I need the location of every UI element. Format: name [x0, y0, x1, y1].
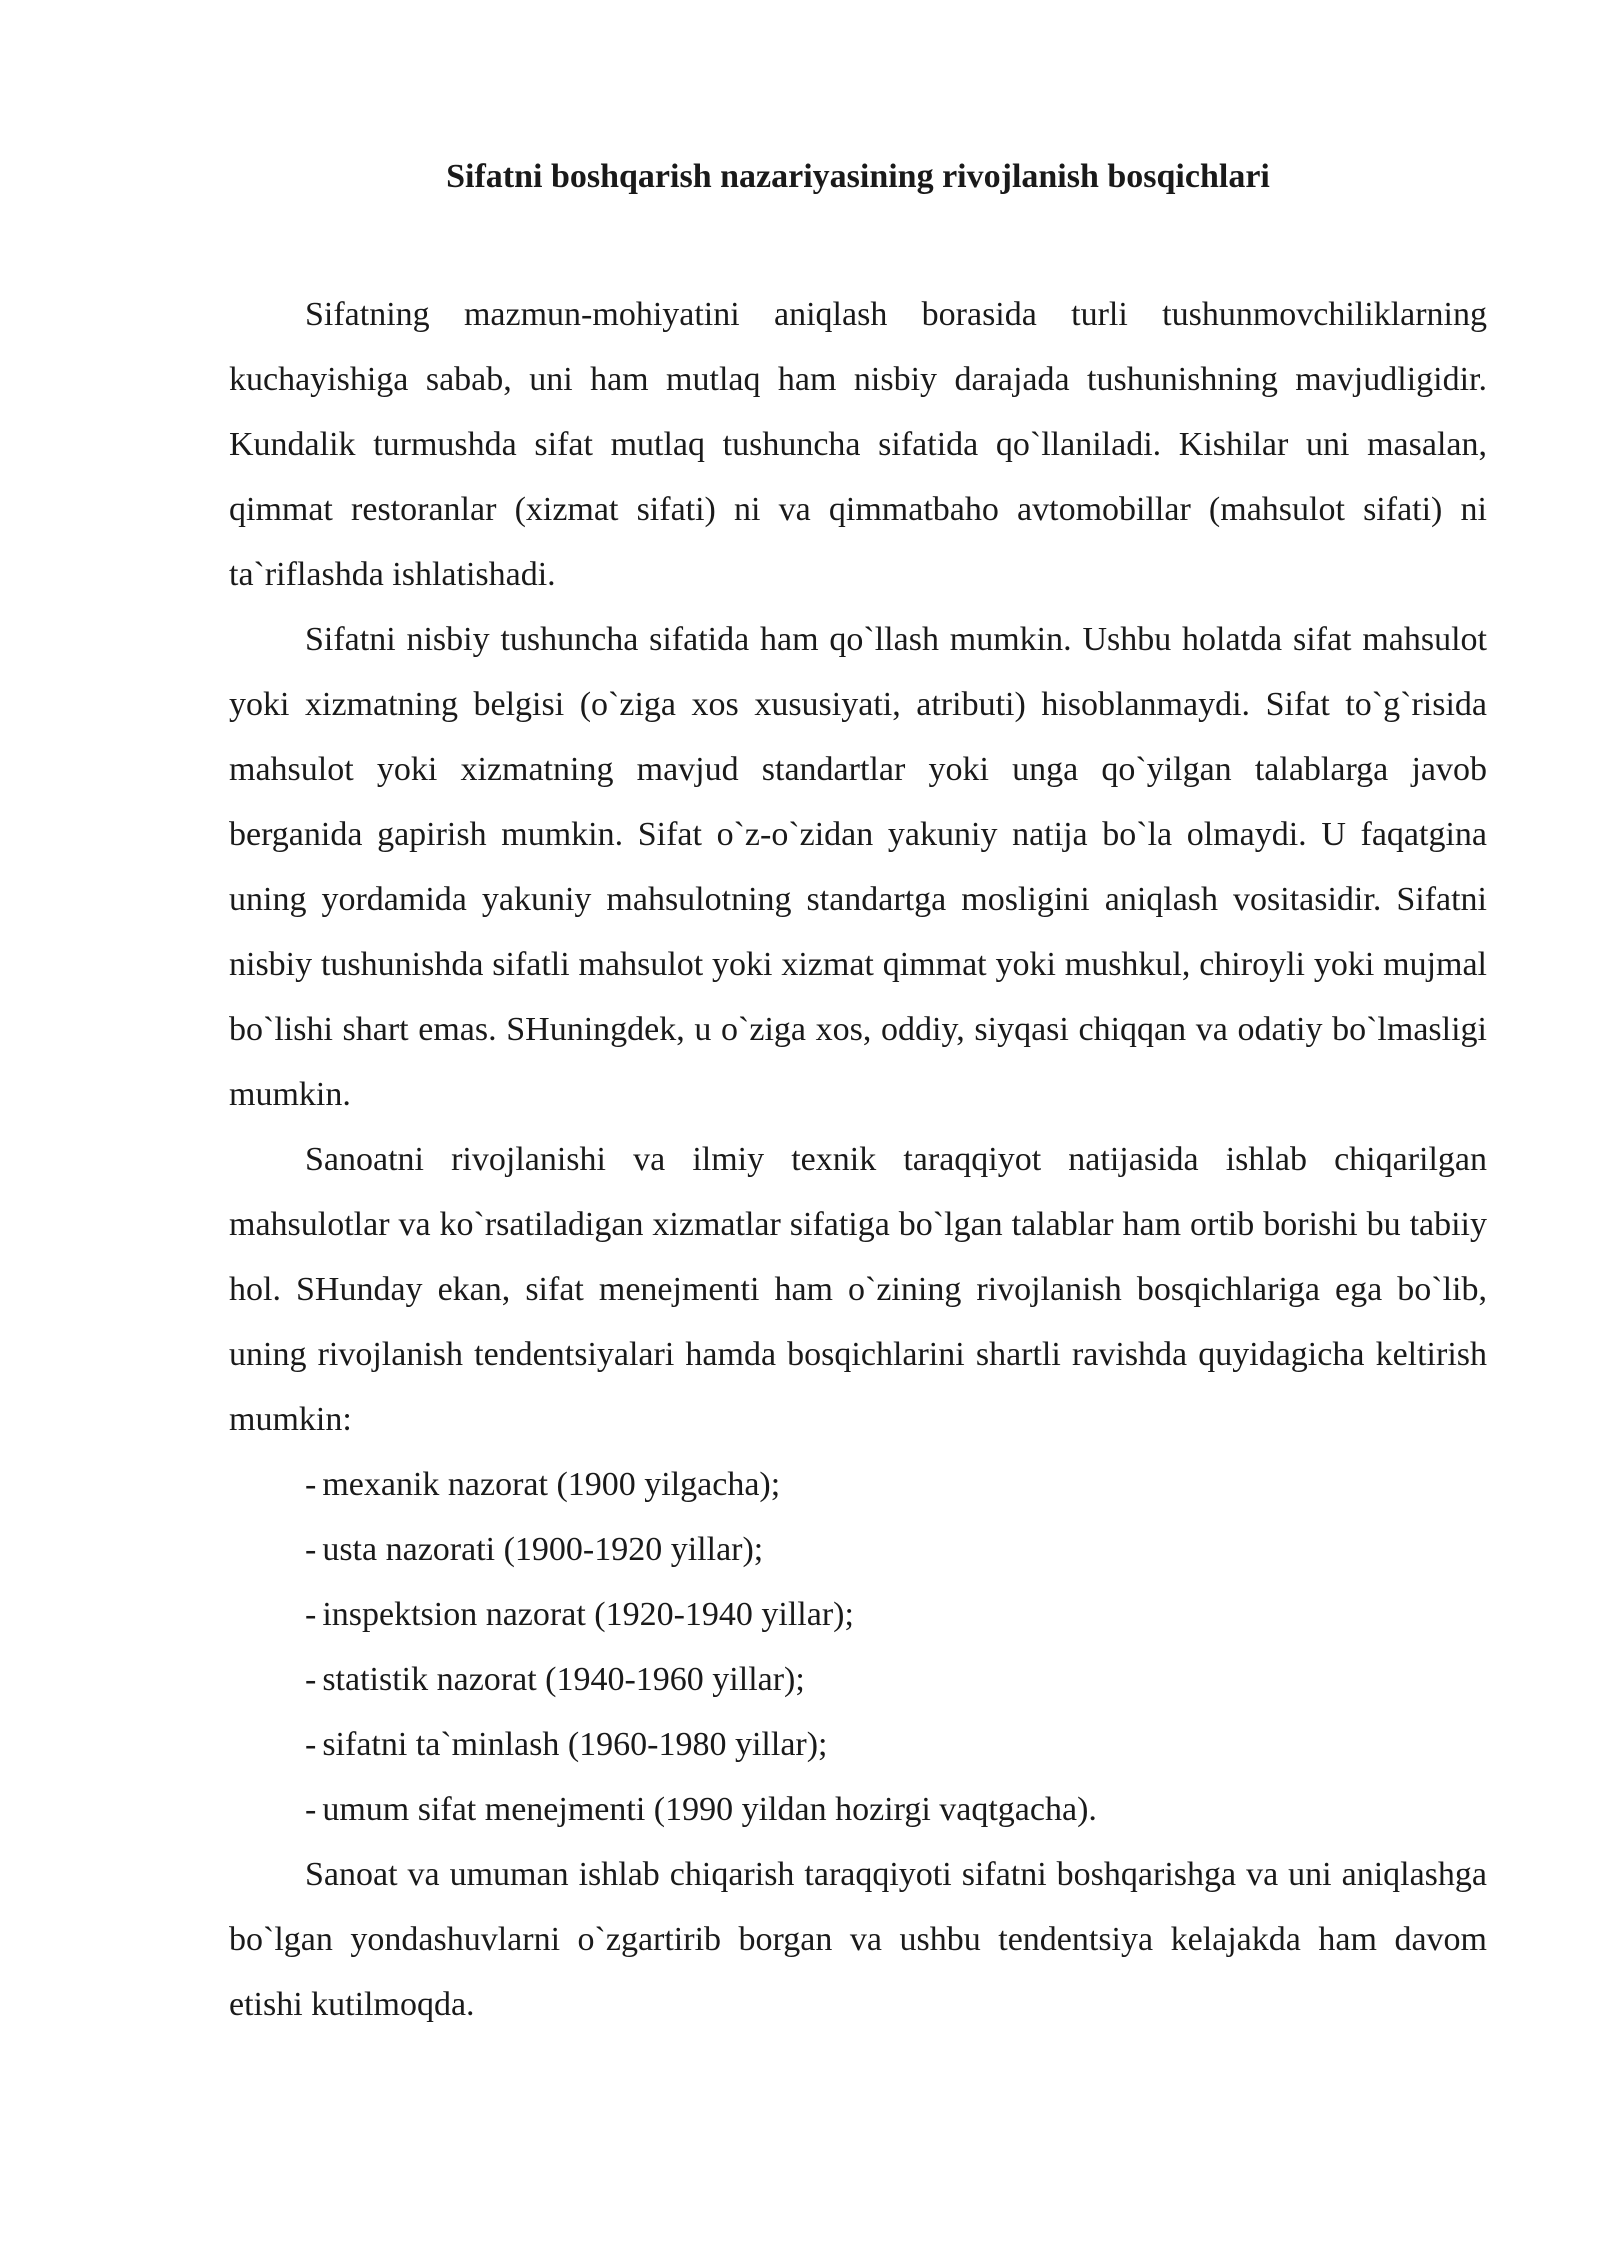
list-item [305, 1517, 1487, 1582]
list-item-text: umum sifat menejmenti (1990 yildan hozirgi vaqtgacha). [322, 1791, 1097, 1828]
list-item [305, 1777, 1487, 1842]
document-title: Sifatni boshqarish nazariyasining rivojlanish bosqichlari [446, 158, 1270, 195]
list-item-text: sifatni ta`minlash (1960-1980 yillar); [322, 1726, 828, 1763]
paragraph-1: Sifatning mazmun-mohiyatini aniqlash borasida turli tushunmovchiliklarning kuchayishiga sabab, uni ham mutlaq ham nisbiy darajada tushunishning mavjudligidir. Kundalik turmushda sifat mutlaq tushuncha sifatida qo`llaniladi. Kishilar uni masalan, qimmat restoranlar (xizmat sifati) ni va qimmatbaho avtomobillar (mahsulot sifati) ni ta`riflashda ishlatishadi. [229, 296, 1487, 593]
list-bullet: - [305, 1726, 317, 1763]
document-body [229, 282, 1487, 2037]
list-item [305, 1452, 1487, 1517]
list-item-text: mexanik nazorat (1900 yilgacha); [322, 1466, 781, 1503]
paragraph-3: Sanoatni rivojlanishi va ilmiy texnik taraqqiyot natijasida ishlab chiqarilgan mahsulotlar va ko`rsatiladigan xizmatlar sifatiga bo`lgan talablar ham ortib borishi bu tabiiy hol. SHunday ekan, sifat menejmenti ham o`zining rivojlanish bosqichlariga ega bo`lib, uning rivojlanish tendentsiyalari hamda bosqichlarini shartli ravishda quyidagicha keltirish mumkin: [229, 1141, 1487, 1438]
list-bullet: - [305, 1661, 317, 1698]
list-bullet: - [305, 1596, 317, 1633]
list-item [305, 1582, 1487, 1647]
list-bullet: - [305, 1791, 317, 1828]
list-item [305, 1712, 1487, 1777]
list-item-text: usta nazorati (1900-1920 yillar); [322, 1531, 764, 1568]
paragraph-2: Sifatni nisbiy tushuncha sifatida ham qo`llash mumkin. Ushbu holatda sifat mahsulot yoki xizmatning belgisi (o`ziga xos xususiyati, atributi) hisoblanmaydi. Sifat to`g`risida mahsulot yoki xizmatning mavjud standartlar yoki unga qo`yilgan talablarga javob berganida gapirish mumkin. Sifat o`z-o`zidan yakuniy natija bo`la olmaydi. U faqatgina uning yordamida yakuniy mahsulotning standartga mosligini aniqlash vositasidir. Sifatni nisbiy tushunishda sifatli mahsulot yoki xizmat qimmat yoki mushkul, chiroyli yoki mujmal bo`lishi shart emas. SHuningdek, u o`ziga xos, oddiy, siyqasi chiqqan va odatiy bo`lmasligi mumkin. [229, 621, 1487, 1113]
list-bullet: - [305, 1466, 317, 1503]
list-item-text: inspektsion nazorat (1920-1940 yillar); [322, 1596, 854, 1633]
stages-list [229, 1452, 1487, 1842]
list-item-text: statistik nazorat (1940-1960 yillar); [322, 1661, 805, 1698]
list-item [305, 1647, 1487, 1712]
closing-paragraph: Sanoat va umuman ishlab chiqarish taraqqiyoti sifatni boshqarishga va uni aniqlashga bo`lgan yondashuvlarni o`zgartirib borgan va ushbu tendentsiya kelajakda ham davom etishi kutilmoqda. [229, 1856, 1487, 2023]
list-bullet: - [305, 1531, 317, 1568]
